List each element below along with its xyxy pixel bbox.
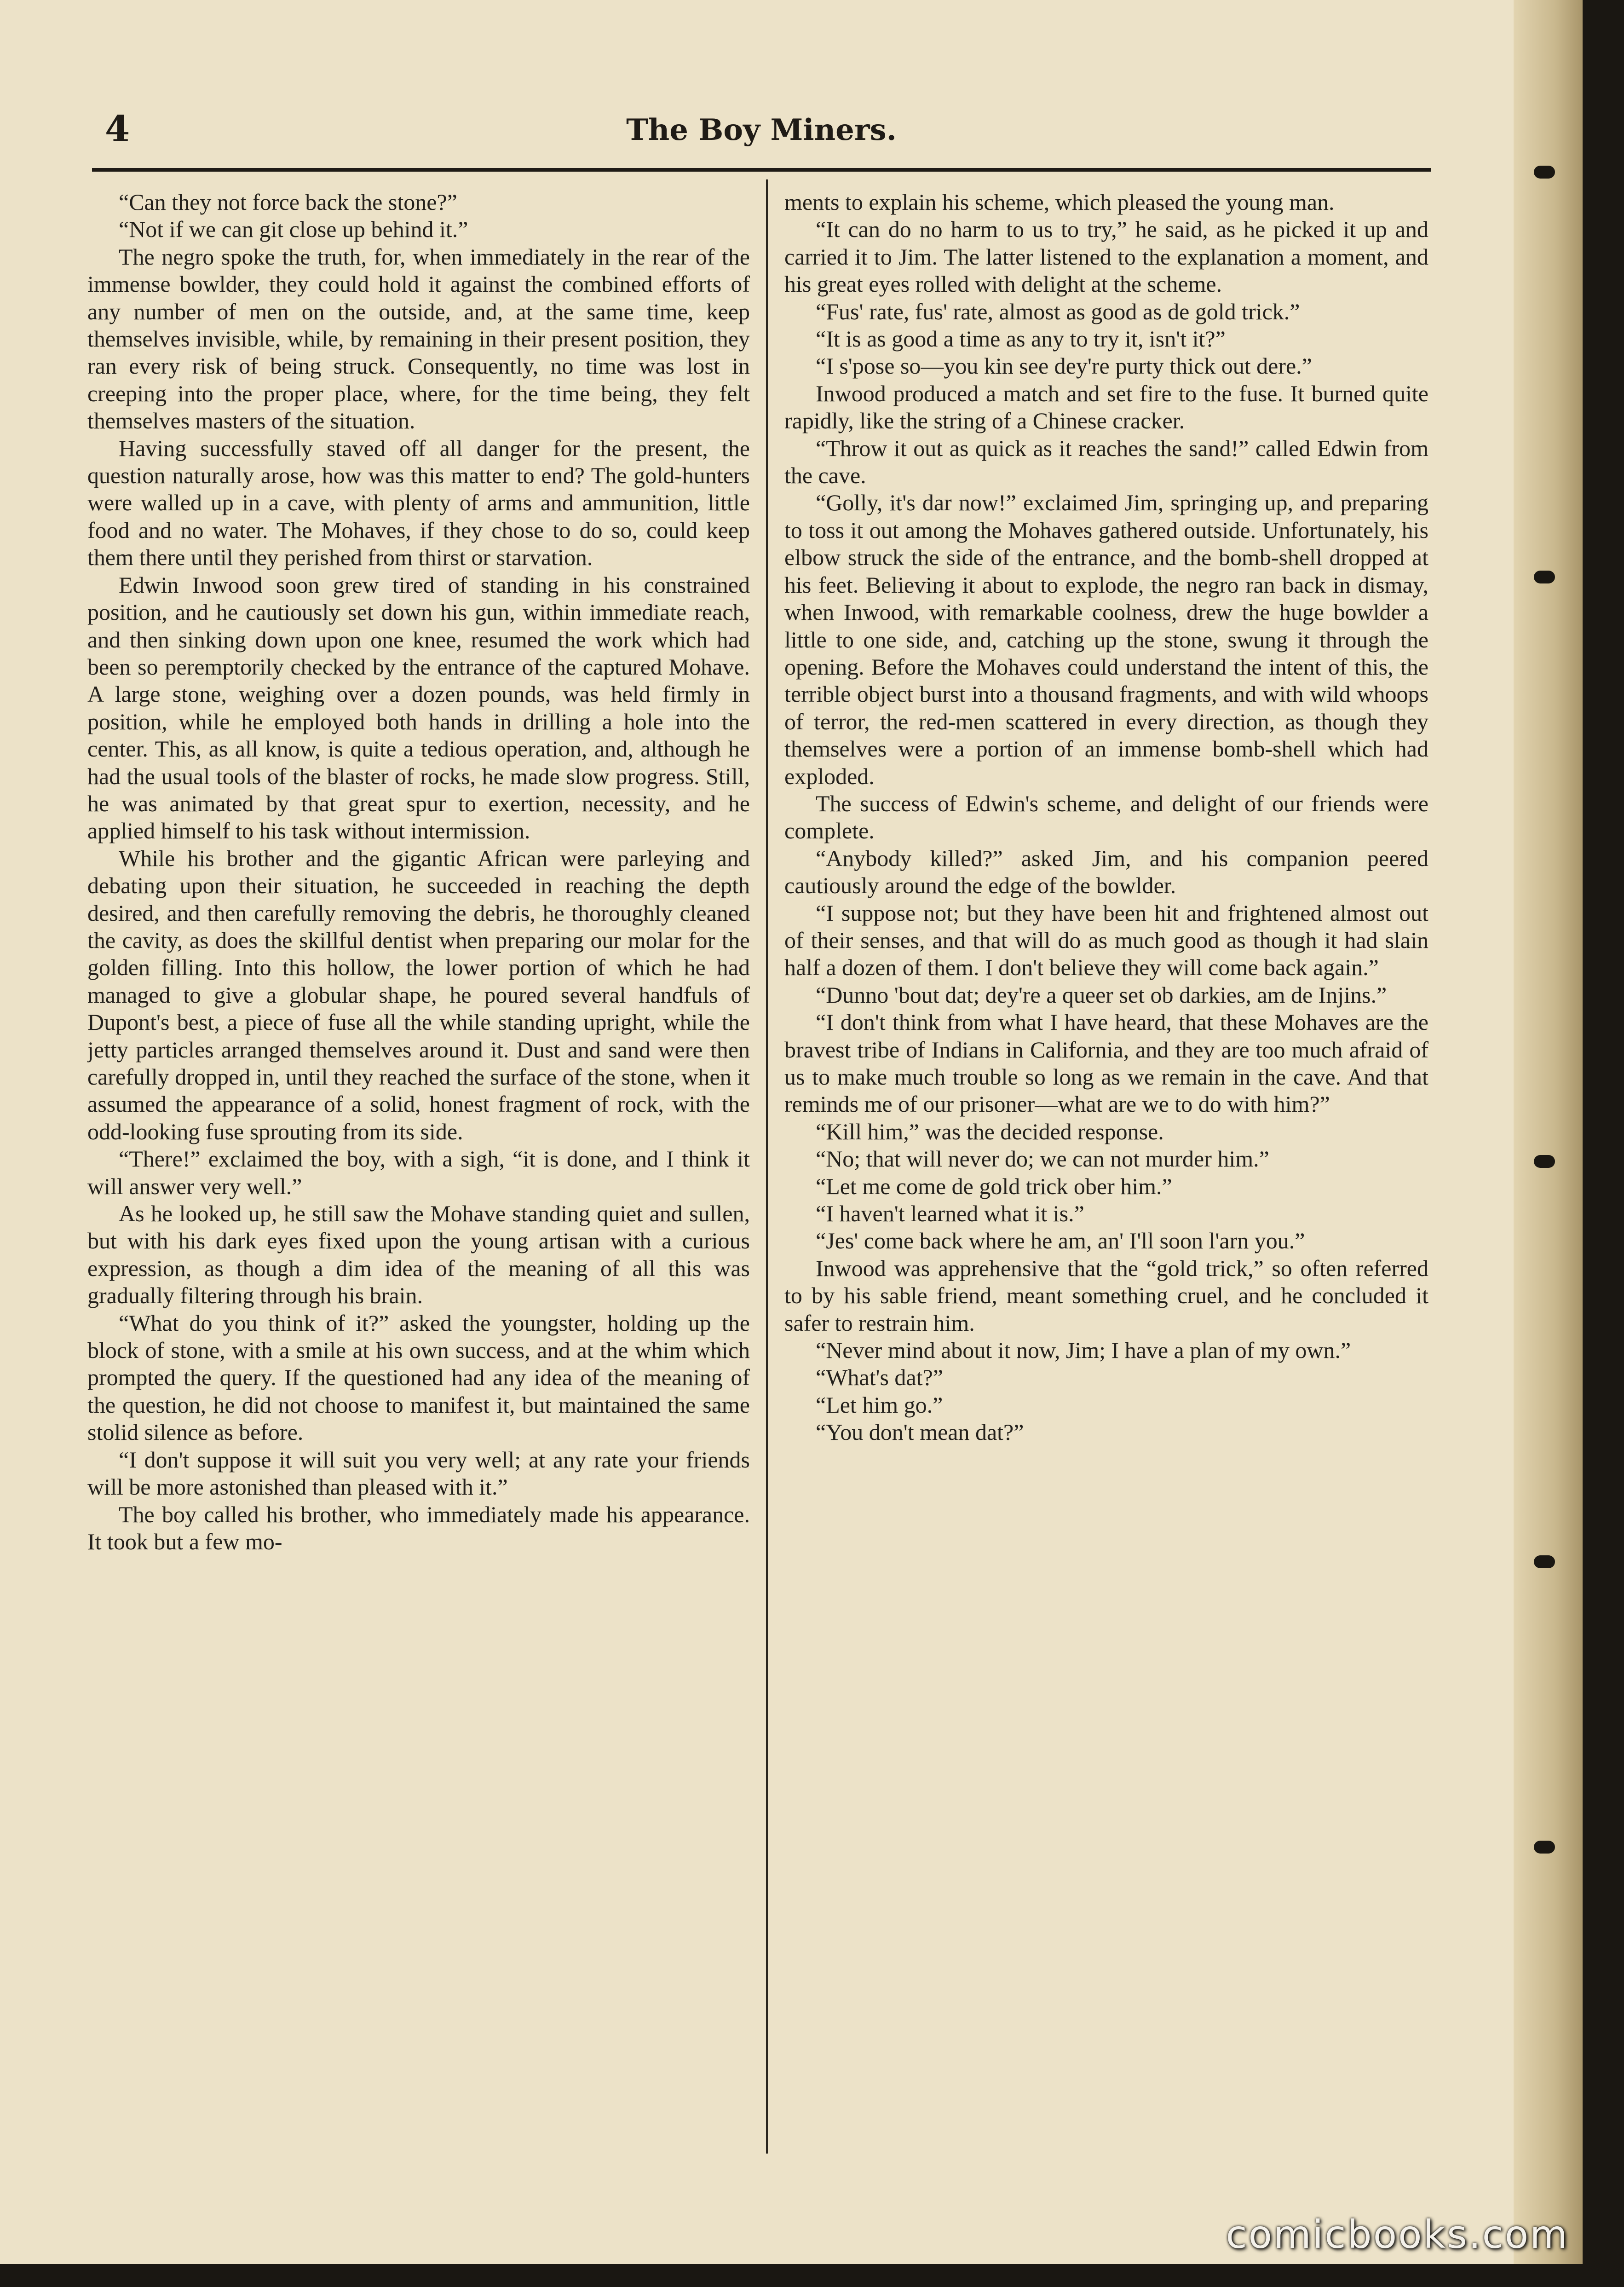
paragraph: Edwin Inwood soon grew tired of standing in his constrained position, and he cautiously set down his gun, within immediate reach, and then sinking down upon one knee, resumed the work which had been so peremptorily checked by the entrance of the captured Mohave. A large stone, weighing over a dozen pounds, was held firmly in position, while he employed both hands in drilling a hole into the center. This, as all know, is quite a tedious operation, and, although he had the usual tools of the blaster of rocks, he made slow progress. Still, he was animated by that great spur to exertion, necessity, and he applied himself to his task without intermission. xyxy=(87,572,750,844)
paragraph: The negro spoke the truth, for, when immediately in the rear of the immense bowlder, they could hold it against the combined efforts of any number of men on the outside, and, at the same time, keep themselves invisible, while, by remaining in their present position, they ran every risk of being struck. Consequently, no time was lost in creeping into the proper place, where, for the time being, they felt themselves masters of the situation. xyxy=(87,243,750,434)
paragraph: “Never mind about it now, Jim; I have a plan of my own.” xyxy=(816,1337,1351,1363)
paragraph: “No; that will never do; we can not murder him.” xyxy=(816,1146,1269,1172)
paragraph: “It can do no harm to us to try,” he said, as he picked it up and carried it to Jim. The latter listened to the explanation a moment, and his great eyes rolled with delight at the scheme. xyxy=(784,216,1428,297)
paragraph: “There!” exclaimed the boy, with a sigh, “it is done, and I think it will answer very well.” xyxy=(87,1146,750,1199)
binding-hole xyxy=(1534,1555,1555,1568)
paragraph: “What do you think of it?” asked the youngster, holding up the block of stone, with a smile at his own success, and at the whim which prompted the query. If the questioned had any idea of the meaning of the question, he did not choose to manifest it, but maintained the same stolid silence as before. xyxy=(87,1310,750,1445)
paragraph: “Can they not force back the stone?” xyxy=(119,189,457,215)
right-column xyxy=(784,189,1428,2167)
paragraph: “I s'pose so—you kin see dey're purty thick out dere.” xyxy=(816,353,1312,379)
left-column xyxy=(87,189,750,2167)
paragraph: Inwood produced a match and set fire to the fuse. It burned quite rapidly, like the string of a Chinese cracker. xyxy=(784,380,1428,434)
paragraph: The boy called his brother, who immediately made his appearance. It took but a few mo- xyxy=(87,1501,750,1554)
paragraph: “Golly, it's dar now!” exclaimed Jim, springing up, and preparing to toss it out among the Mohaves gathered outside. Unfortunately, his elbow struck the side of the entrance, and the bomb-shell dropped at his feet. Believing it about to explode, the negro ran back in dismay, when Inwood, with remarkable coolness, drew the huge bowlder a little to one side, and, catching up the stone, swung it through the opening. Before the Mohaves could understand the intent of this, the terrible object burst into a thousand fragments, and with wild whoops of terror, the red-men scattered in every direction, as though they themselves were a portion of an immense bomb-shell which had exploded. xyxy=(784,490,1428,789)
paragraph: The success of Edwin's scheme, and delight of our friends were complete. xyxy=(784,790,1428,844)
watermark: comicbooks.com xyxy=(1226,2212,1569,2257)
paragraph: Having successfully staved off all danger for the present, the question naturally arose, how was this matter to end? The gold-hunters were walled up in a cave, with plenty of arms and ammunition, little food and no water. The Mohaves, if they chose to do so, could keep them there until they perished from thirst or starvation. xyxy=(87,435,750,571)
binding-hole xyxy=(1534,1155,1555,1168)
paragraph: “Anybody killed?” asked Jim, and his companion peered cautiously around the edge of the bowlder. xyxy=(784,845,1428,899)
paragraph: “I don't suppose it will suit you very well; at any rate your friends will be more astonished than pleased with it.” xyxy=(87,1446,750,1500)
paragraph: “Not if we can git close up behind it.” xyxy=(119,216,468,243)
paragraph: “I haven't learned what it is.” xyxy=(816,1201,1084,1227)
paragraph: “Dunno 'bout dat; dey're a queer set ob darkies, am de Injins.” xyxy=(816,982,1387,1008)
paragraph: “It is as good a time as any to try it, isn't it?” xyxy=(816,326,1226,352)
page-header xyxy=(92,108,1431,172)
binding-spine xyxy=(1514,0,1583,2264)
binding-hole xyxy=(1534,1841,1555,1854)
paragraph: “Let me come de gold trick ober him.” xyxy=(816,1173,1172,1199)
binding-hole xyxy=(1534,571,1555,583)
running-title: The Boy Miners. xyxy=(626,113,897,147)
paragraph: “Kill him,” was the decided response. xyxy=(816,1118,1164,1144)
column-rule xyxy=(766,179,768,2154)
paragraph: “What's dat?” xyxy=(816,1364,943,1391)
paragraph: “I don't think from what I have heard, that these Mohaves are the bravest tribe of Indians in California, and they are too much afraid of us to make much trouble so long as we remain in the cave. And that reminds me of our prisoner—what are we to do with him?” xyxy=(784,1009,1428,1117)
paragraph: ments to explain his scheme, which pleased the young man. xyxy=(784,189,1335,215)
page-number: 4 xyxy=(105,108,130,150)
paragraph: “Jes' come back where he am, an' I'll soon l'arn you.” xyxy=(816,1228,1305,1254)
paragraph: “I suppose not; but they have been hit and frightened almost out of their senses, and that will do as much good as though it had slain half a dozen of them. I don't believe they will come back again.” xyxy=(784,900,1428,981)
paragraph: “Fus' rate, fus' rate, almost as good as de gold trick.” xyxy=(816,298,1300,324)
paragraph: As he looked up, he still saw the Mohave standing quiet and sullen, but with his dark eyes fixed upon the young artisan with a curious expression, as though a dim idea of the meaning of all this was gradually filtering through his brain. xyxy=(87,1201,750,1309)
binding-hole xyxy=(1534,166,1555,179)
paragraph: Inwood was apprehensive that the “gold trick,” so often referred to by his sable friend, meant something cruel, and he concluded it safer to restrain him. xyxy=(784,1255,1428,1336)
paragraph: “Let him go.” xyxy=(816,1392,943,1418)
paragraph: “You don't mean dat?” xyxy=(816,1419,1024,1445)
paragraph: “Throw it out as quick as it reaches the sand!” called Edwin from the cave. xyxy=(784,435,1428,489)
paragraph: While his brother and the gigantic African were parleying and debating upon their situation, he succeeded in reaching the depth desired, and then carefully removing the debris, he thoroughly cleaned the cavity, as does the skillful dentist when preparing our molar for the golden filling. Into this hollow, the lower portion of which he had managed to give a globular shape, he poured several handfuls of Dupont's best, a piece of fuse all the while standing upright, while the jetty particles arranged themselves around it. Dust and sand were then carefully dropped in, until they reached the surface of the stone, when it assumed the appearance of a solid, honest fragment of rock, with the odd-looking fuse sprouting from its side. xyxy=(87,845,750,1144)
